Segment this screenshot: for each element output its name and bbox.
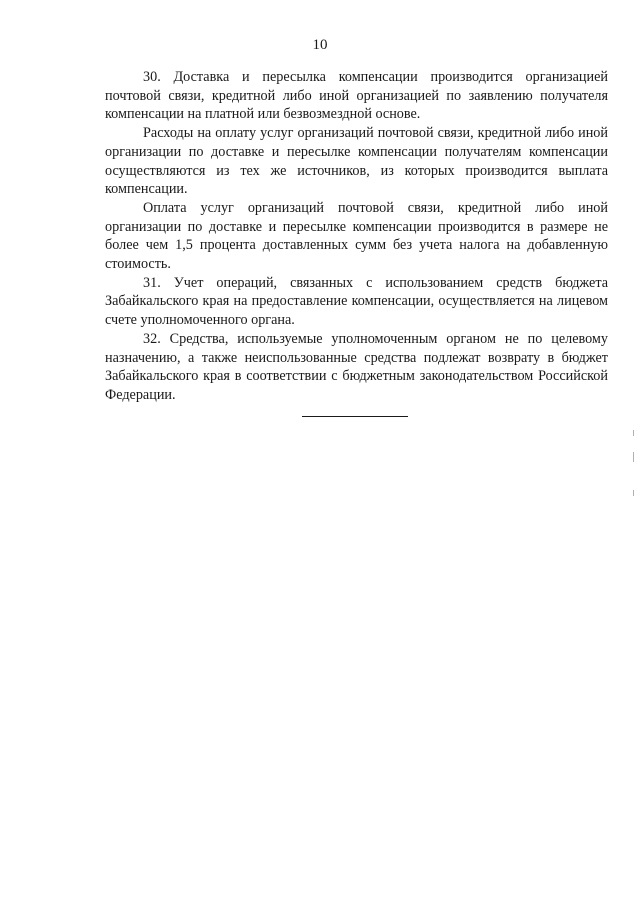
- page-number: 10: [312, 37, 328, 53]
- paragraph-30: 30. Доставка и пересылка компенсации производится организацией почтовой связи, кредитной либо иной организацией по заявлению получателя компенсации на платной или безвозмездной основе.: [105, 69, 608, 123]
- scan-edge-marks: [633, 430, 636, 500]
- end-of-document-rule: [302, 416, 408, 417]
- paragraph-32: 32. Средства, используемые уполномоченным органом не по целевому назначению, а также неиспользованные средства подлежат возврату в бюджет Забайкальского края в соответствии с бюджетным законодательством Российской Федерации.: [105, 330, 608, 403]
- paragraph-delivery-costs: Расходы на оплату услуг организаций почтовой связи, кредитной либо иной организации по доставке и пересылке компенсации получателям компенсации осуществляются из тех же источников, из которых производится выплата компенсации.: [105, 125, 608, 198]
- document-body: [105, 68, 608, 405]
- paragraph-31: 31. Учет операций, связанных с использованием средств бюджета Забайкальского края на предоставление компенсации, осуществляется на лицевом счете уполномоченного органа.: [105, 274, 608, 329]
- paragraph-service-payment: Оплата услуг организаций почтовой связи, кредитной либо иной организации по доставке и пересылке компенсации производится в размере не более чем 1,5 процента доставленных сумм без учета налога на добавленную стоимость.: [105, 199, 608, 273]
